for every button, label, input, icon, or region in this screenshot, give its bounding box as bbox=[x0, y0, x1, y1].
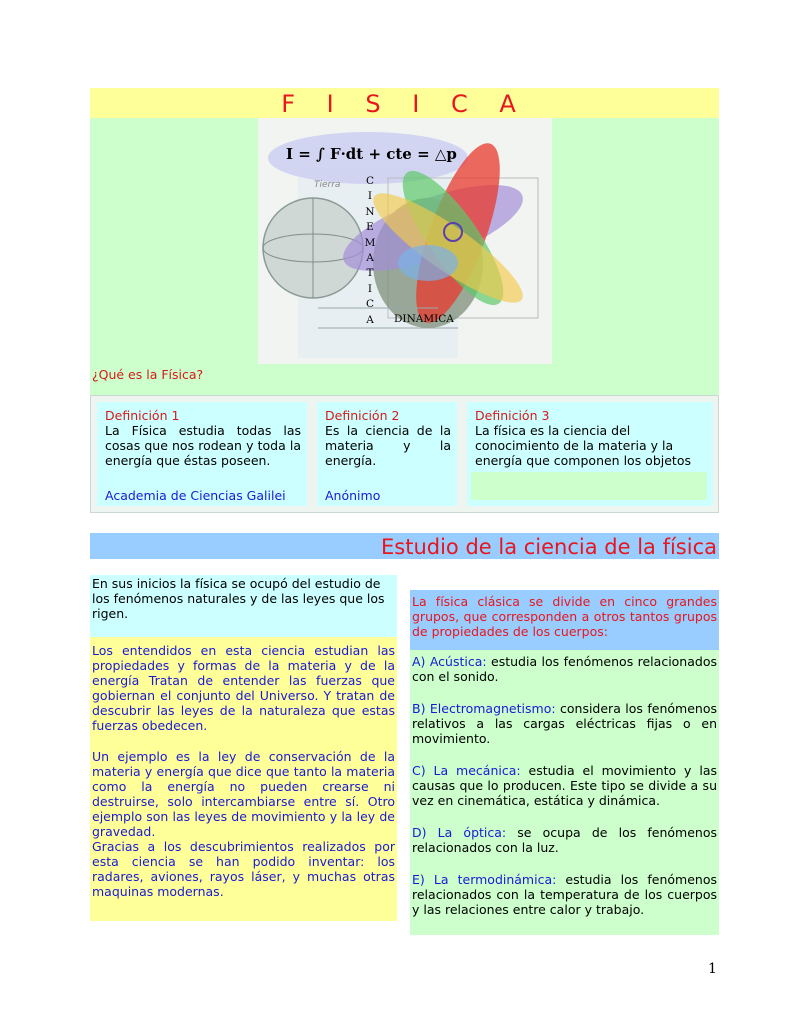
definition-cell bbox=[317, 402, 457, 506]
dinamica-label: DINAMICA bbox=[394, 313, 454, 325]
cinematica-vertical-label: C I N E M A T I C A bbox=[364, 175, 376, 326]
branch-desc: estudia el movimiento y las causas que lo producen. Este tipo se divide a su vez en cinemática, estática y dinámica. bbox=[412, 763, 717, 808]
branch-desc: se ocupa de los fenómenos relacionados con la luz. bbox=[412, 825, 717, 855]
question-heading: ¿Qué es la Física? bbox=[92, 367, 204, 382]
definition-title: Definición 3 bbox=[475, 408, 550, 423]
branch-item bbox=[412, 701, 717, 746]
impulse-formula: I = ∫ F·dt + cte = △p bbox=[286, 145, 457, 163]
tierra-label: Tierra bbox=[314, 180, 341, 190]
left-intro-text: En sus inicios la física se ocupó del estudio de los fenómenos naturales y de las leyes que los rigen. bbox=[92, 576, 385, 621]
definition-title: Definición 1 bbox=[105, 408, 180, 423]
right-intro-text: La física clásica se divide en cinco grandes grupos, que corresponden a otros tantos grupos de propiedades de los cuerpos: bbox=[412, 594, 717, 639]
left-details-box bbox=[90, 637, 397, 921]
branches-list bbox=[410, 650, 719, 935]
branch-desc: estudia los fenómenos relacionados con el sonido. bbox=[412, 654, 717, 684]
branch-item bbox=[412, 654, 717, 684]
left-intro-box bbox=[90, 575, 397, 637]
right-column bbox=[410, 590, 719, 935]
page-title: F I S I C A bbox=[90, 88, 719, 118]
branch-term: A) Acústica: bbox=[412, 654, 487, 669]
branch-item bbox=[412, 825, 717, 855]
definition-title: Definición 2 bbox=[325, 408, 400, 423]
left-paragraph: Gracias a los descubrimientos realizados por esta ciencia se han podido inventar: los radares, aviones, rayos láser, y muchas otras maquinas modernas. bbox=[92, 839, 395, 899]
branch-desc: considera los fenómenos relativos a las cargas eléctricas fijas o en movimiento. bbox=[412, 701, 717, 746]
physics-collage-image bbox=[258, 118, 552, 364]
definition-cell bbox=[97, 402, 307, 506]
left-column bbox=[90, 575, 397, 921]
empty-author-box bbox=[471, 472, 707, 500]
branch-item bbox=[412, 763, 717, 808]
definition-text: Es la ciencia de la materia y la energía. bbox=[325, 423, 451, 468]
section-heading-bar bbox=[90, 533, 719, 559]
definitions-table bbox=[90, 395, 719, 513]
definition-text: La física es la ciencia del conocimiento de la materia y la energía que componen los objetos bbox=[475, 423, 691, 468]
branch-desc: estudia los fenómenos relacionados con la temperatura de los cuerpos y las relaciones entre calor y trabajo. bbox=[412, 872, 717, 917]
left-paragraph: Los entendidos en esta ciencia estudian las propiedades y formas de la materia y de la energía Tratan de entender las fuerzas que gobiernan el conjunto del Universo. Y tratan de descubrir las leyes de la naturaleza que estas fuerzas obedecen. bbox=[92, 643, 395, 733]
definition-cell bbox=[467, 402, 713, 506]
definition-author: Academia de Ciencias Galilei bbox=[105, 488, 286, 503]
right-intro-box bbox=[410, 590, 719, 650]
branch-term: D) La óptica: bbox=[412, 825, 507, 840]
section-title: Estudio de la ciencia de la física bbox=[381, 535, 717, 559]
page-number: 1 bbox=[708, 961, 717, 977]
branch-item bbox=[412, 872, 717, 917]
branch-term: C) La mecánica: bbox=[412, 763, 521, 778]
left-paragraph: Un ejemplo es la ley de conservación de la materia y energía que dice que tanto la materia como la energía no pueden crearse ni destruirse, solo intercambiarse entre sí. Otro ejemplo son las leyes de movimiento y la ley de gravedad. bbox=[92, 749, 395, 839]
definition-author: Anónimo bbox=[325, 488, 381, 503]
branch-term: E) La termodinámica: bbox=[412, 872, 557, 887]
branch-term: B) Electromagnetismo: bbox=[412, 701, 556, 716]
definition-text: La Física estudia todas las cosas que nos rodean y toda la energía que éstas poseen. bbox=[105, 423, 301, 468]
